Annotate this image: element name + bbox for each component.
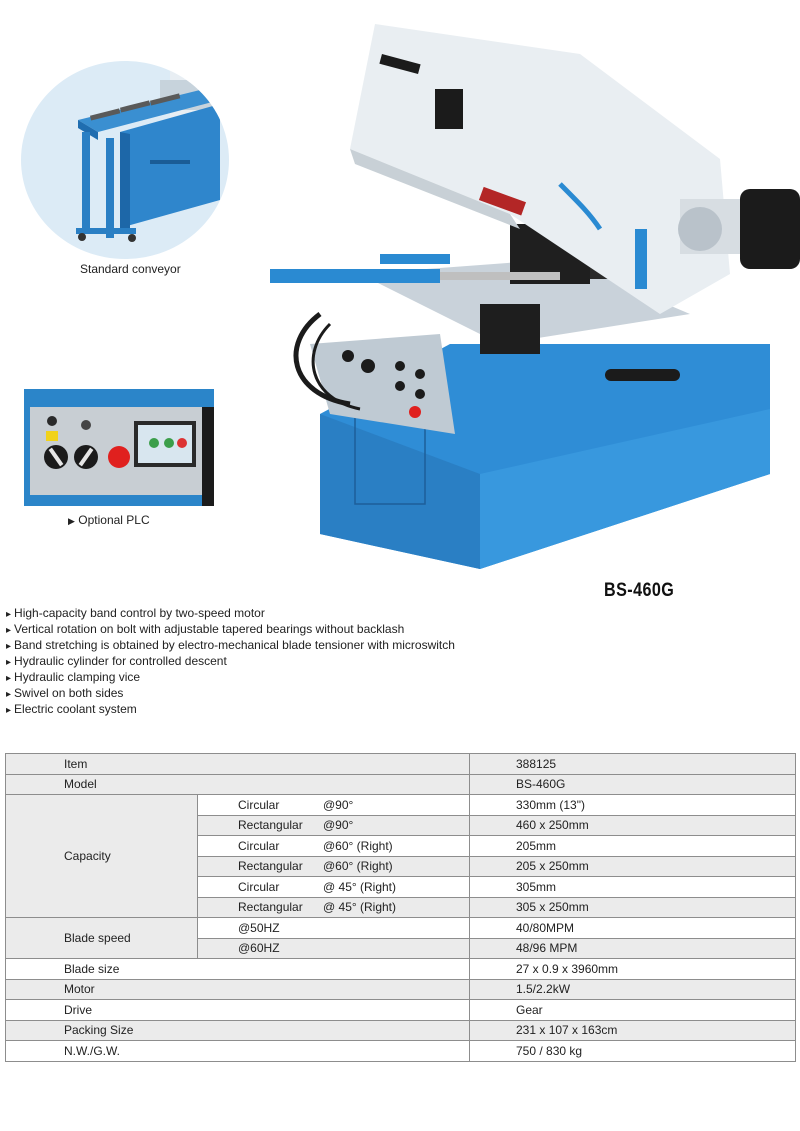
feature-item: ▸ Hydraulic cylinder for controlled descent <box>6 654 455 670</box>
spec-label: Blade speed <box>6 918 198 959</box>
spec-sub-label: Circular @90° <box>198 795 470 816</box>
spec-table <box>5 753 796 1062</box>
spec-sub-label: Rectangular @90° <box>198 815 470 836</box>
spec-value: 305mm <box>470 877 796 898</box>
feature-item: ▸ High-capacity band control by two-speed motor <box>6 606 455 622</box>
spec-label: N.W./G.W. <box>6 1041 470 1062</box>
spec-label: Model <box>6 774 470 795</box>
plc-inset <box>24 389 214 506</box>
table-row <box>6 959 796 980</box>
spec-value: 205mm <box>470 836 796 857</box>
spec-sub-label: @60HZ <box>198 938 470 959</box>
spec-label: Packing Size <box>6 1020 470 1041</box>
spec-value: 231 x 107 x 163cm <box>470 1020 796 1041</box>
spec-label: Blade size <box>6 959 470 980</box>
model-title: BS-460G <box>604 580 675 601</box>
spec-value: 305 x 250mm <box>470 897 796 918</box>
spec-sub-label: @50HZ <box>198 918 470 939</box>
band-saw-machine-image <box>260 14 800 574</box>
plc-panel-illustration <box>24 389 214 506</box>
spec-sub-label: Circular @60° (Right) <box>198 836 470 857</box>
spec-value: 388125 <box>470 754 796 775</box>
band-saw-illustration <box>260 14 800 574</box>
spec-sub-label: Rectangular @ 45° (Right) <box>198 897 470 918</box>
table-row <box>6 918 796 939</box>
plc-caption: ▶ Optional PLC <box>68 513 150 527</box>
spec-value: 750 / 830 kg <box>470 1041 796 1062</box>
table-row <box>6 1000 796 1021</box>
conveyor-illustration <box>20 60 230 260</box>
conveyor-caption: Standard conveyor <box>80 262 181 276</box>
table-row <box>6 774 796 795</box>
table-row <box>6 1020 796 1041</box>
conveyor-inset <box>20 60 230 260</box>
feature-item: ▸ Hydraulic clamping vice <box>6 670 455 686</box>
feature-item: ▸ Electric coolant system <box>6 702 455 718</box>
spec-sub-label: Rectangular @60° (Right) <box>198 856 470 877</box>
spec-label: Motor <box>6 979 470 1000</box>
spec-value: 48/96 MPM <box>470 938 796 959</box>
spec-value: BS-460G <box>470 774 796 795</box>
feature-item: ▸ Vertical rotation on bolt with adjustable tapered bearings without backlash <box>6 622 455 638</box>
table-row <box>6 979 796 1000</box>
spec-value: Gear <box>470 1000 796 1021</box>
feature-list <box>6 606 455 718</box>
spec-value: 460 x 250mm <box>470 815 796 836</box>
spec-label: Item <box>6 754 470 775</box>
spec-value: 330mm (13") <box>470 795 796 816</box>
table-row <box>6 795 796 816</box>
spec-value: 27 x 0.9 x 3960mm <box>470 959 796 980</box>
table-row <box>6 754 796 775</box>
spec-value: 205 x 250mm <box>470 856 796 877</box>
table-row <box>6 1041 796 1062</box>
spec-value: 40/80MPM <box>470 918 796 939</box>
feature-item: ▸ Band stretching is obtained by electro-mechanical blade tensioner with microswitch <box>6 638 455 654</box>
spec-value: 1.5/2.2kW <box>470 979 796 1000</box>
spec-sub-label: Circular @ 45° (Right) <box>198 877 470 898</box>
spec-label: Capacity <box>6 795 198 918</box>
feature-item: ▸ Swivel on both sides <box>6 686 455 702</box>
spec-label: Drive <box>6 1000 470 1021</box>
